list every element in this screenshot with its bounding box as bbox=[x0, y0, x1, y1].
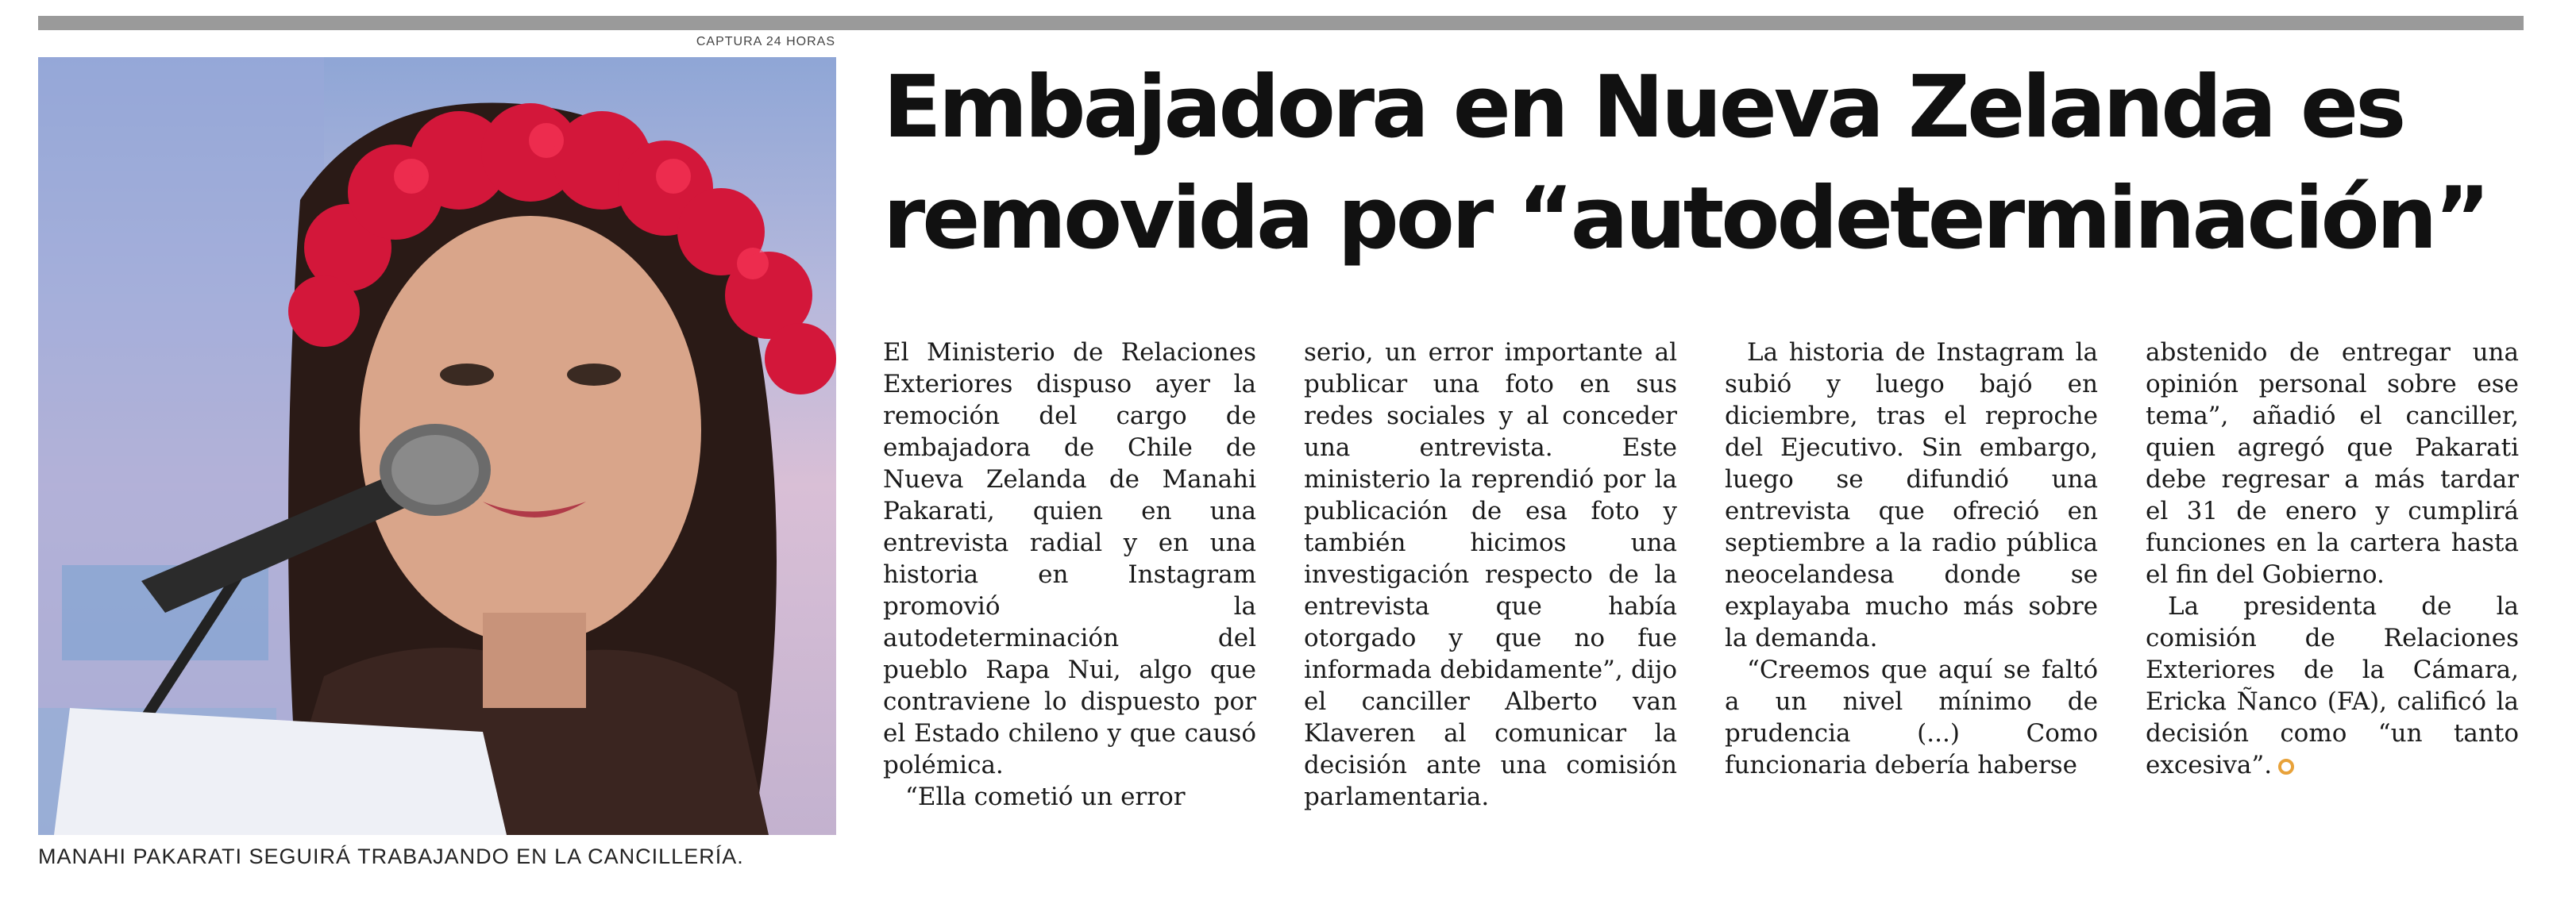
photo-illustration bbox=[38, 57, 836, 835]
photo-credit: CAPTURA 24 HORAS bbox=[696, 35, 835, 48]
article-headline bbox=[883, 52, 2535, 275]
paragraph: abstenido de entregar una opinión personal sobre ese tema”, añadió el canciller, quien agregó que Pakarati debe regresar a más tardar el 31 de enero y cumplirá funciones en la cartera hasta el fin del Gobierno. bbox=[2146, 338, 2519, 589]
paragraph: El Ministerio de Relaciones Exteriores dispuso ayer la remoción del cargo de embajadora de Chile de Nueva Zelanda de Manahi Pakarati, quien en una entrevista radial y en una historia en Instagram promovió la autodeterminación del pueblo Rapa Nui, algo que contraviene lo dispuesto por el Estado chileno y que causó polémica. bbox=[883, 338, 1256, 779]
paragraph-with-endmark bbox=[2146, 591, 2519, 781]
end-of-article-icon bbox=[2278, 759, 2294, 775]
article-body bbox=[883, 337, 2519, 884]
body-column-1 bbox=[883, 337, 1256, 884]
body-column-3 bbox=[1725, 337, 2098, 884]
paragraph: La historia de Instagram la subió y luego bajó en diciembre, tras el reproche del Ejecutivo. Sin embargo, luego se difundió una entrevista que ofreció en septiembre a la radio pública neocelandesa donde se explayaba mucho más sobre la demanda. bbox=[1725, 338, 2098, 652]
top-rule bbox=[38, 16, 2524, 30]
paragraph: “Creemos que aquí se faltó a un nivel mínimo de prudencia (...) Como funcionaria debería haberse bbox=[1725, 656, 2098, 779]
headline-line-1: Embajadora en Nueva Zelanda es bbox=[883, 58, 2404, 157]
article-photo bbox=[38, 57, 836, 835]
headline-line-2: removida por “autodeterminación” bbox=[883, 169, 2488, 268]
body-column-2 bbox=[1304, 337, 1677, 884]
photo-caption: MANAHI PAKARATI SEGUIRÁ TRABAJANDO EN LA CANCILLERÍA. bbox=[38, 845, 744, 868]
body-column-4 bbox=[2146, 337, 2519, 884]
paragraph: La presidenta de la comisión de Relaciones Exteriores de la Cámara, Ericka Ñanco (FA), calificó la decisión como “un tanto excesiva”. bbox=[2146, 592, 2519, 779]
paragraph: serio, un error importante al publicar una foto en sus redes sociales y al conceder una entrevista. Este ministerio la reprendió por la publicación de esa foto y también hicimos una investigación respecto de la entrevista que había otorgado y que no fue informada debidamente”, dijo el canciller Alberto van Klaveren al comunicar la decisión ante una comisión parlamentaria. bbox=[1304, 338, 1677, 811]
paragraph: “Ella cometió un error bbox=[905, 783, 1186, 811]
